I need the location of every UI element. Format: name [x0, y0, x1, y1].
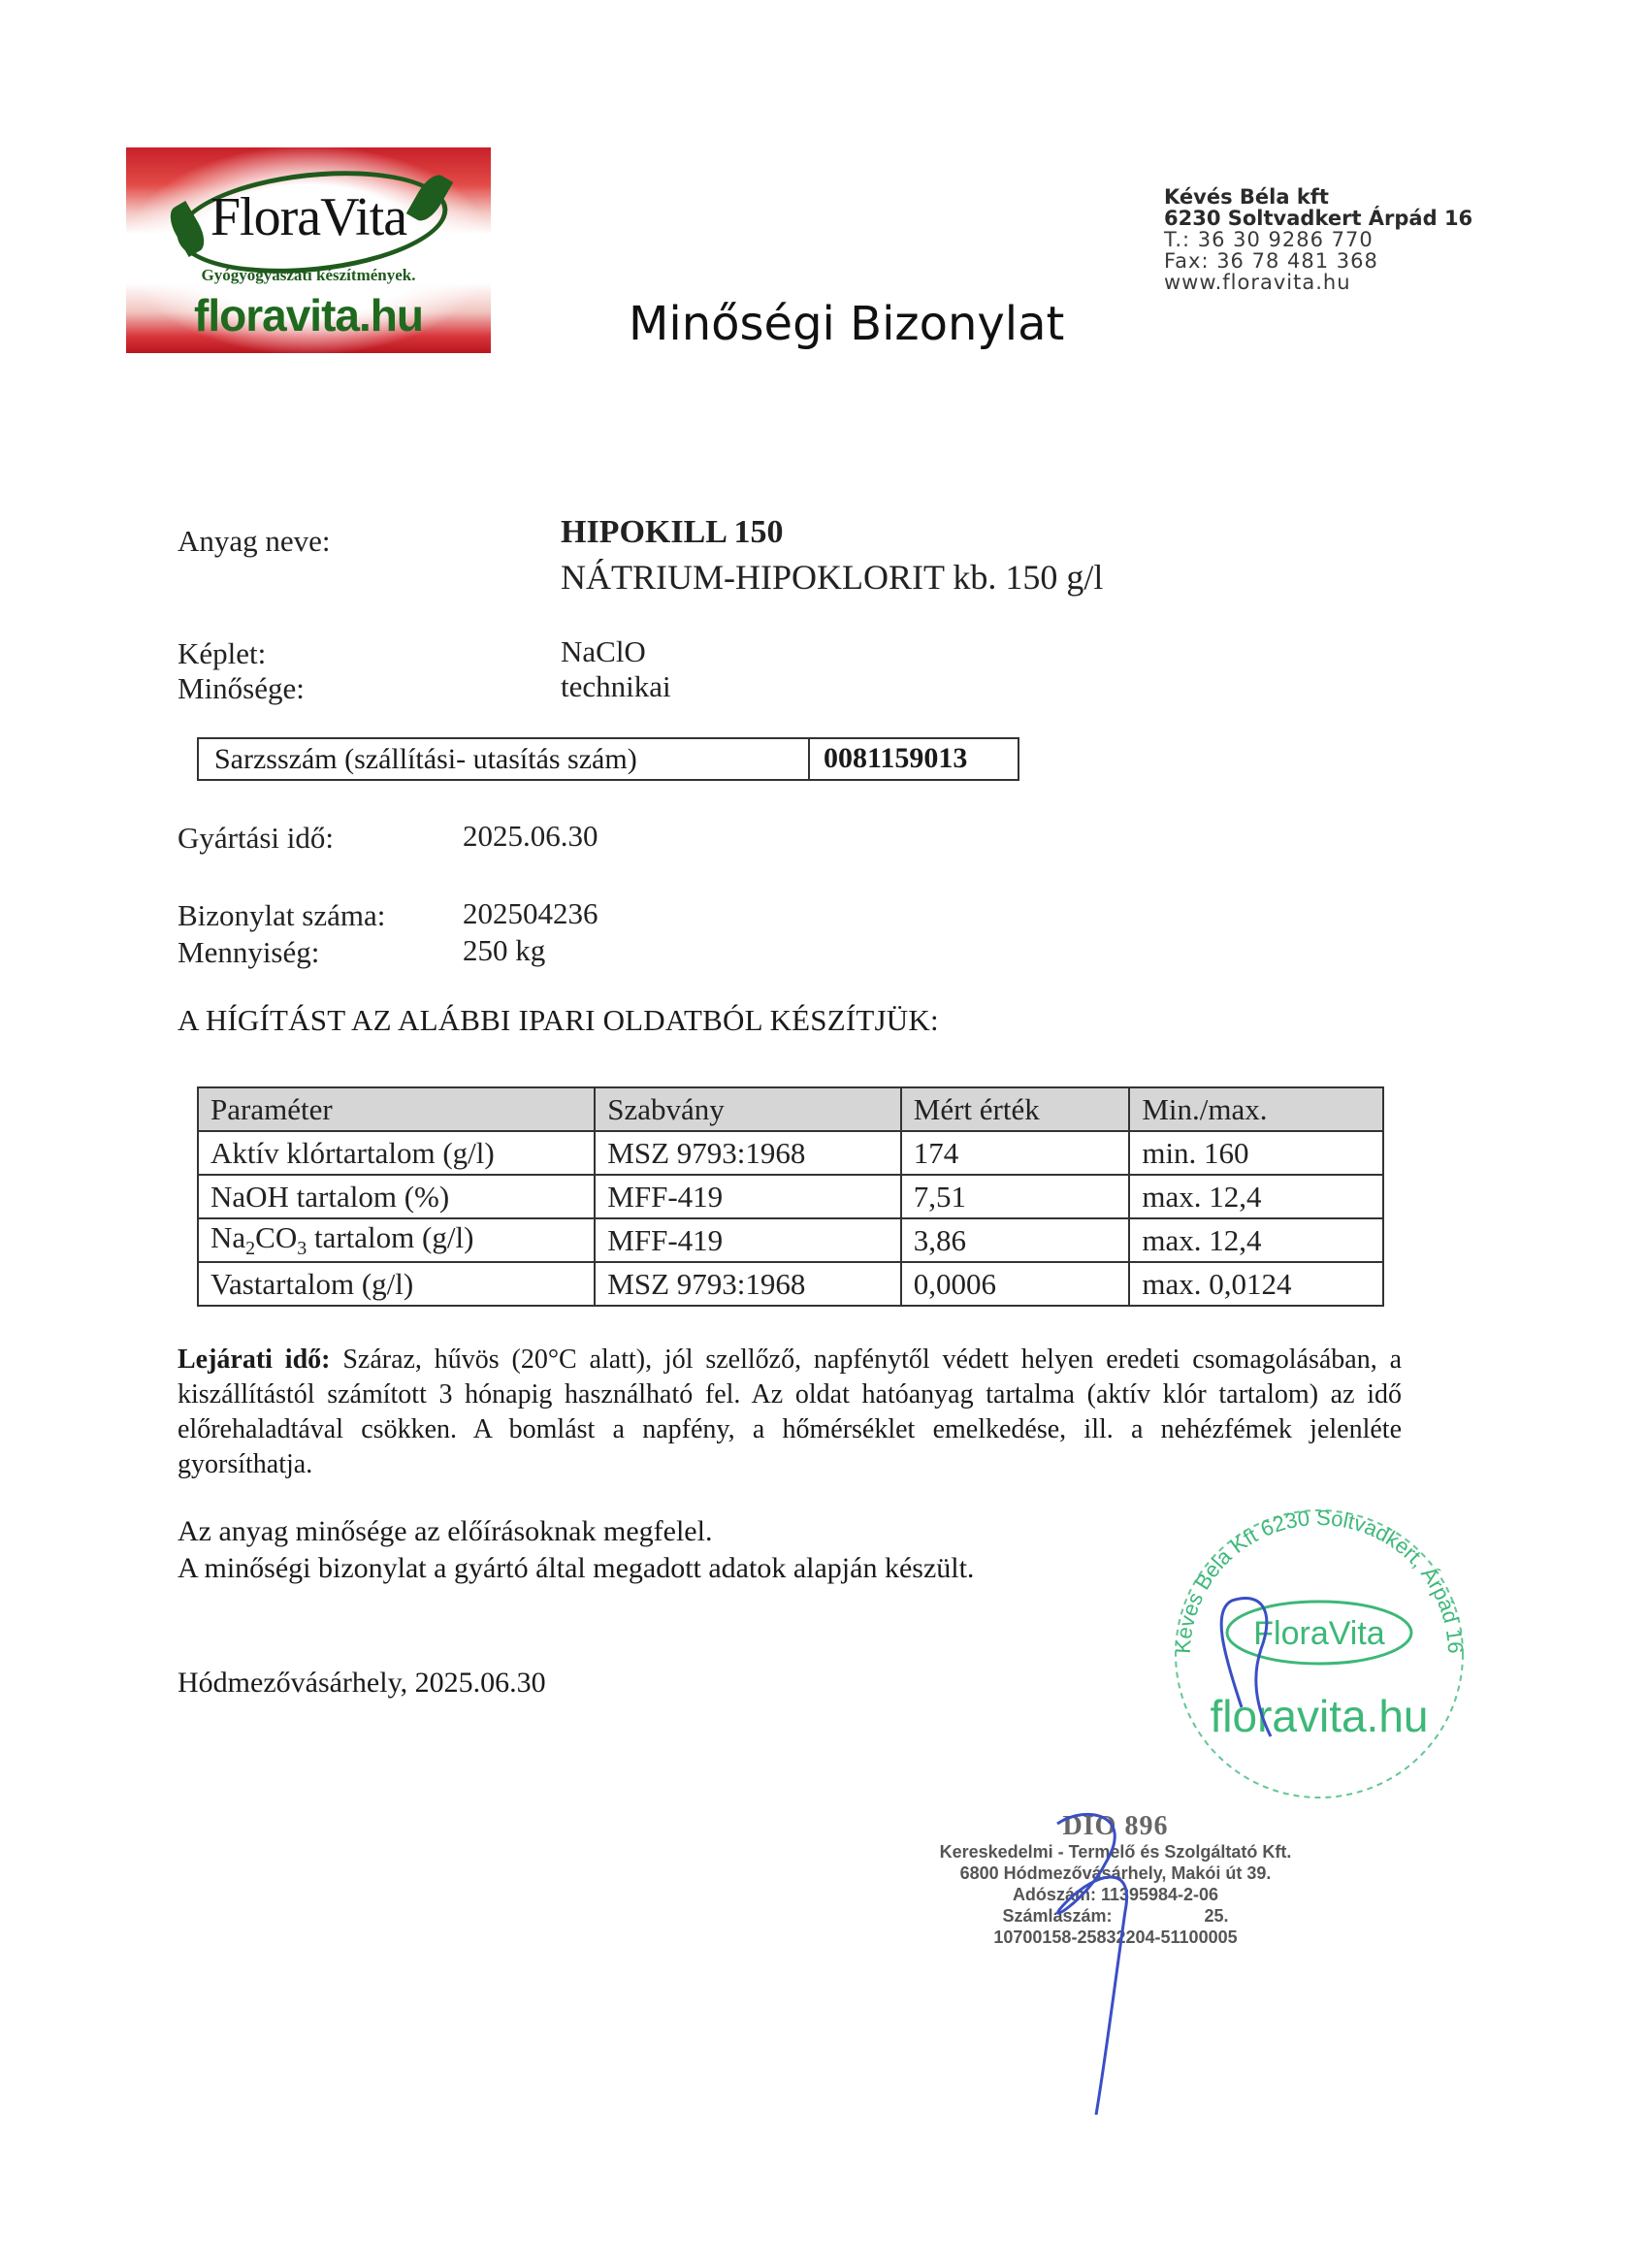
cell-parameter: NaOH tartalom (%) [198, 1175, 595, 1218]
quality-label: Minősége: [178, 671, 305, 705]
cell-measured: 0,0006 [901, 1262, 1130, 1306]
batch-value: 0081159013 [824, 742, 968, 774]
logo-url: floravita.hu [194, 290, 423, 340]
stamp-title: DIO 896 [1062, 1811, 1169, 1841]
cell-standard: MSZ 9793:1968 [595, 1262, 900, 1306]
signature-icon [1203, 1591, 1310, 1746]
cell-limit: max. 0,0124 [1129, 1262, 1383, 1306]
cell-limit: max. 12,4 [1129, 1218, 1383, 1262]
company-fax: Fax: 36 78 481 368 [1164, 249, 1378, 273]
production-date-label: Gyártási idő: [178, 821, 334, 855]
company-name: Kévés Béla kft [1164, 185, 1329, 209]
table-header-row [198, 1087, 1383, 1131]
cell-limit: max. 12,4 [1129, 1175, 1383, 1218]
stamp-ring-textpath: Keves Bela Kft 6230 Soltvadkert, Árpád 16 [1170, 1508, 1469, 1655]
cell-measured: 7,51 [901, 1175, 1130, 1218]
signature-icon [999, 1804, 1222, 2124]
table-row [198, 1131, 1383, 1175]
production-date: 2025.06.30 [463, 819, 598, 853]
floravita-logo [126, 147, 491, 353]
formula-part: Na [210, 1219, 246, 1254]
stamp-address: 6800 Hódmezővásárhely, Makói út 39. [959, 1863, 1272, 1883]
conformity-statement: Az anyag minősége az előírásoknak megfelel. [178, 1515, 713, 1547]
formula-value: NaClO [561, 634, 646, 668]
cell-parameter [198, 1218, 595, 1262]
column-header-measured: Mért érték [901, 1087, 1130, 1131]
quantity-value: 250 kg [463, 933, 546, 967]
expiry-paragraph [178, 1343, 1402, 1482]
logo-brand: FloraVita [210, 187, 407, 247]
quality-value: technikai [561, 669, 671, 703]
parameters-table [197, 1086, 1384, 1307]
cell-standard: MFF-419 [595, 1218, 900, 1262]
company-phone: T.: 36 30 9286 770 [1164, 228, 1374, 251]
company-info [1164, 186, 1472, 293]
expiry-label: Lejárati idő: [178, 1345, 331, 1375]
column-header-limit: Min./max. [1129, 1087, 1383, 1131]
batch-label: Sarzsszám (szállítási- utasítás szám) [199, 739, 810, 779]
cell-limit: min. 160 [1129, 1131, 1383, 1175]
stamp-account-number: 10700158-25832204-51100005 [993, 1928, 1238, 1947]
certificate-basis-statement: A minőségi bizonylat a gyártó által megadott adatok alapján készült. [178, 1552, 975, 1584]
cell-standard: MFF-419 [595, 1175, 900, 1218]
formula-subscript: 2 [245, 1238, 256, 1260]
cell-parameter: Vastartalom (g/l) [198, 1262, 595, 1306]
logo-tagline: Gyógyógyászati készítmények. [201, 266, 416, 284]
certificate-number-label: Bizonylat száma: [178, 898, 386, 932]
cell-measured: 3,86 [901, 1218, 1130, 1262]
column-header-parameter: Paraméter [198, 1087, 595, 1131]
formula-part: tartalom (g/l) [307, 1219, 474, 1254]
place-and-date: Hódmezővásárhely, 2025.06.30 [178, 1667, 546, 1699]
batch-number-box [197, 737, 1019, 781]
certificate-number: 202504236 [463, 896, 598, 930]
stamp-company-type: Kereskedelmi - Termelő és Szolgáltató Kft. [939, 1842, 1292, 1862]
expiry-text: Száraz, hűvös (20°C alatt), jól szellőző, napfénytől védett helyen eredeti csomagolásában, a kiszállítástól számított 3 hónapig használható fel. Az oldat hatóanyag tartalma (aktív klór tartalom) az idő előrehaladtával csökken. A bomlást a napfény, a hőmérséklet emelkedése, ill. a nehézfémek jelenléte gyorsíthatja. [178, 1345, 1402, 1479]
table-row [198, 1262, 1383, 1306]
dilution-heading: A HÍGÍTÁST AZ ALÁBBI IPARI OLDATBÓL KÉSZÍTJÜK: [178, 1003, 939, 1037]
quantity-label: Mennyiség: [178, 935, 320, 969]
stamp-account-label: Számlaszám: [1002, 1906, 1113, 1926]
formula-label: Képlet: [178, 636, 267, 670]
product-description: NÁTRIUM-HIPOKLORIT kb. 150 g/l [561, 558, 1104, 597]
formula-subscript: 3 [297, 1238, 307, 1260]
company-address: 6230 Soltvadkert Árpád 16 [1164, 207, 1473, 230]
stamp-url: floravita.hu [1210, 1691, 1429, 1741]
document-title: Minőségi Bizonylat [629, 297, 1065, 351]
stamp-brand: FloraVita [1253, 1615, 1385, 1652]
product-name-label: Anyag neve: [178, 524, 331, 558]
column-header-standard: Szabvány [595, 1087, 900, 1131]
formula-part: CO [255, 1219, 298, 1254]
cell-standard: MSZ 9793:1968 [595, 1131, 900, 1175]
table-row [198, 1218, 1383, 1262]
stamp-tax-number: Adószám: 11395984-2-06 [1012, 1885, 1219, 1904]
company-website: www.floravita.hu [1164, 271, 1351, 294]
cell-measured: 174 [901, 1131, 1130, 1175]
table-row [198, 1175, 1383, 1218]
stamp-account-suffix: 25. [1204, 1906, 1229, 1926]
cell-parameter: Aktív klórtartalom (g/l) [198, 1131, 595, 1175]
product-name: HIPOKILL 150 [561, 514, 784, 550]
